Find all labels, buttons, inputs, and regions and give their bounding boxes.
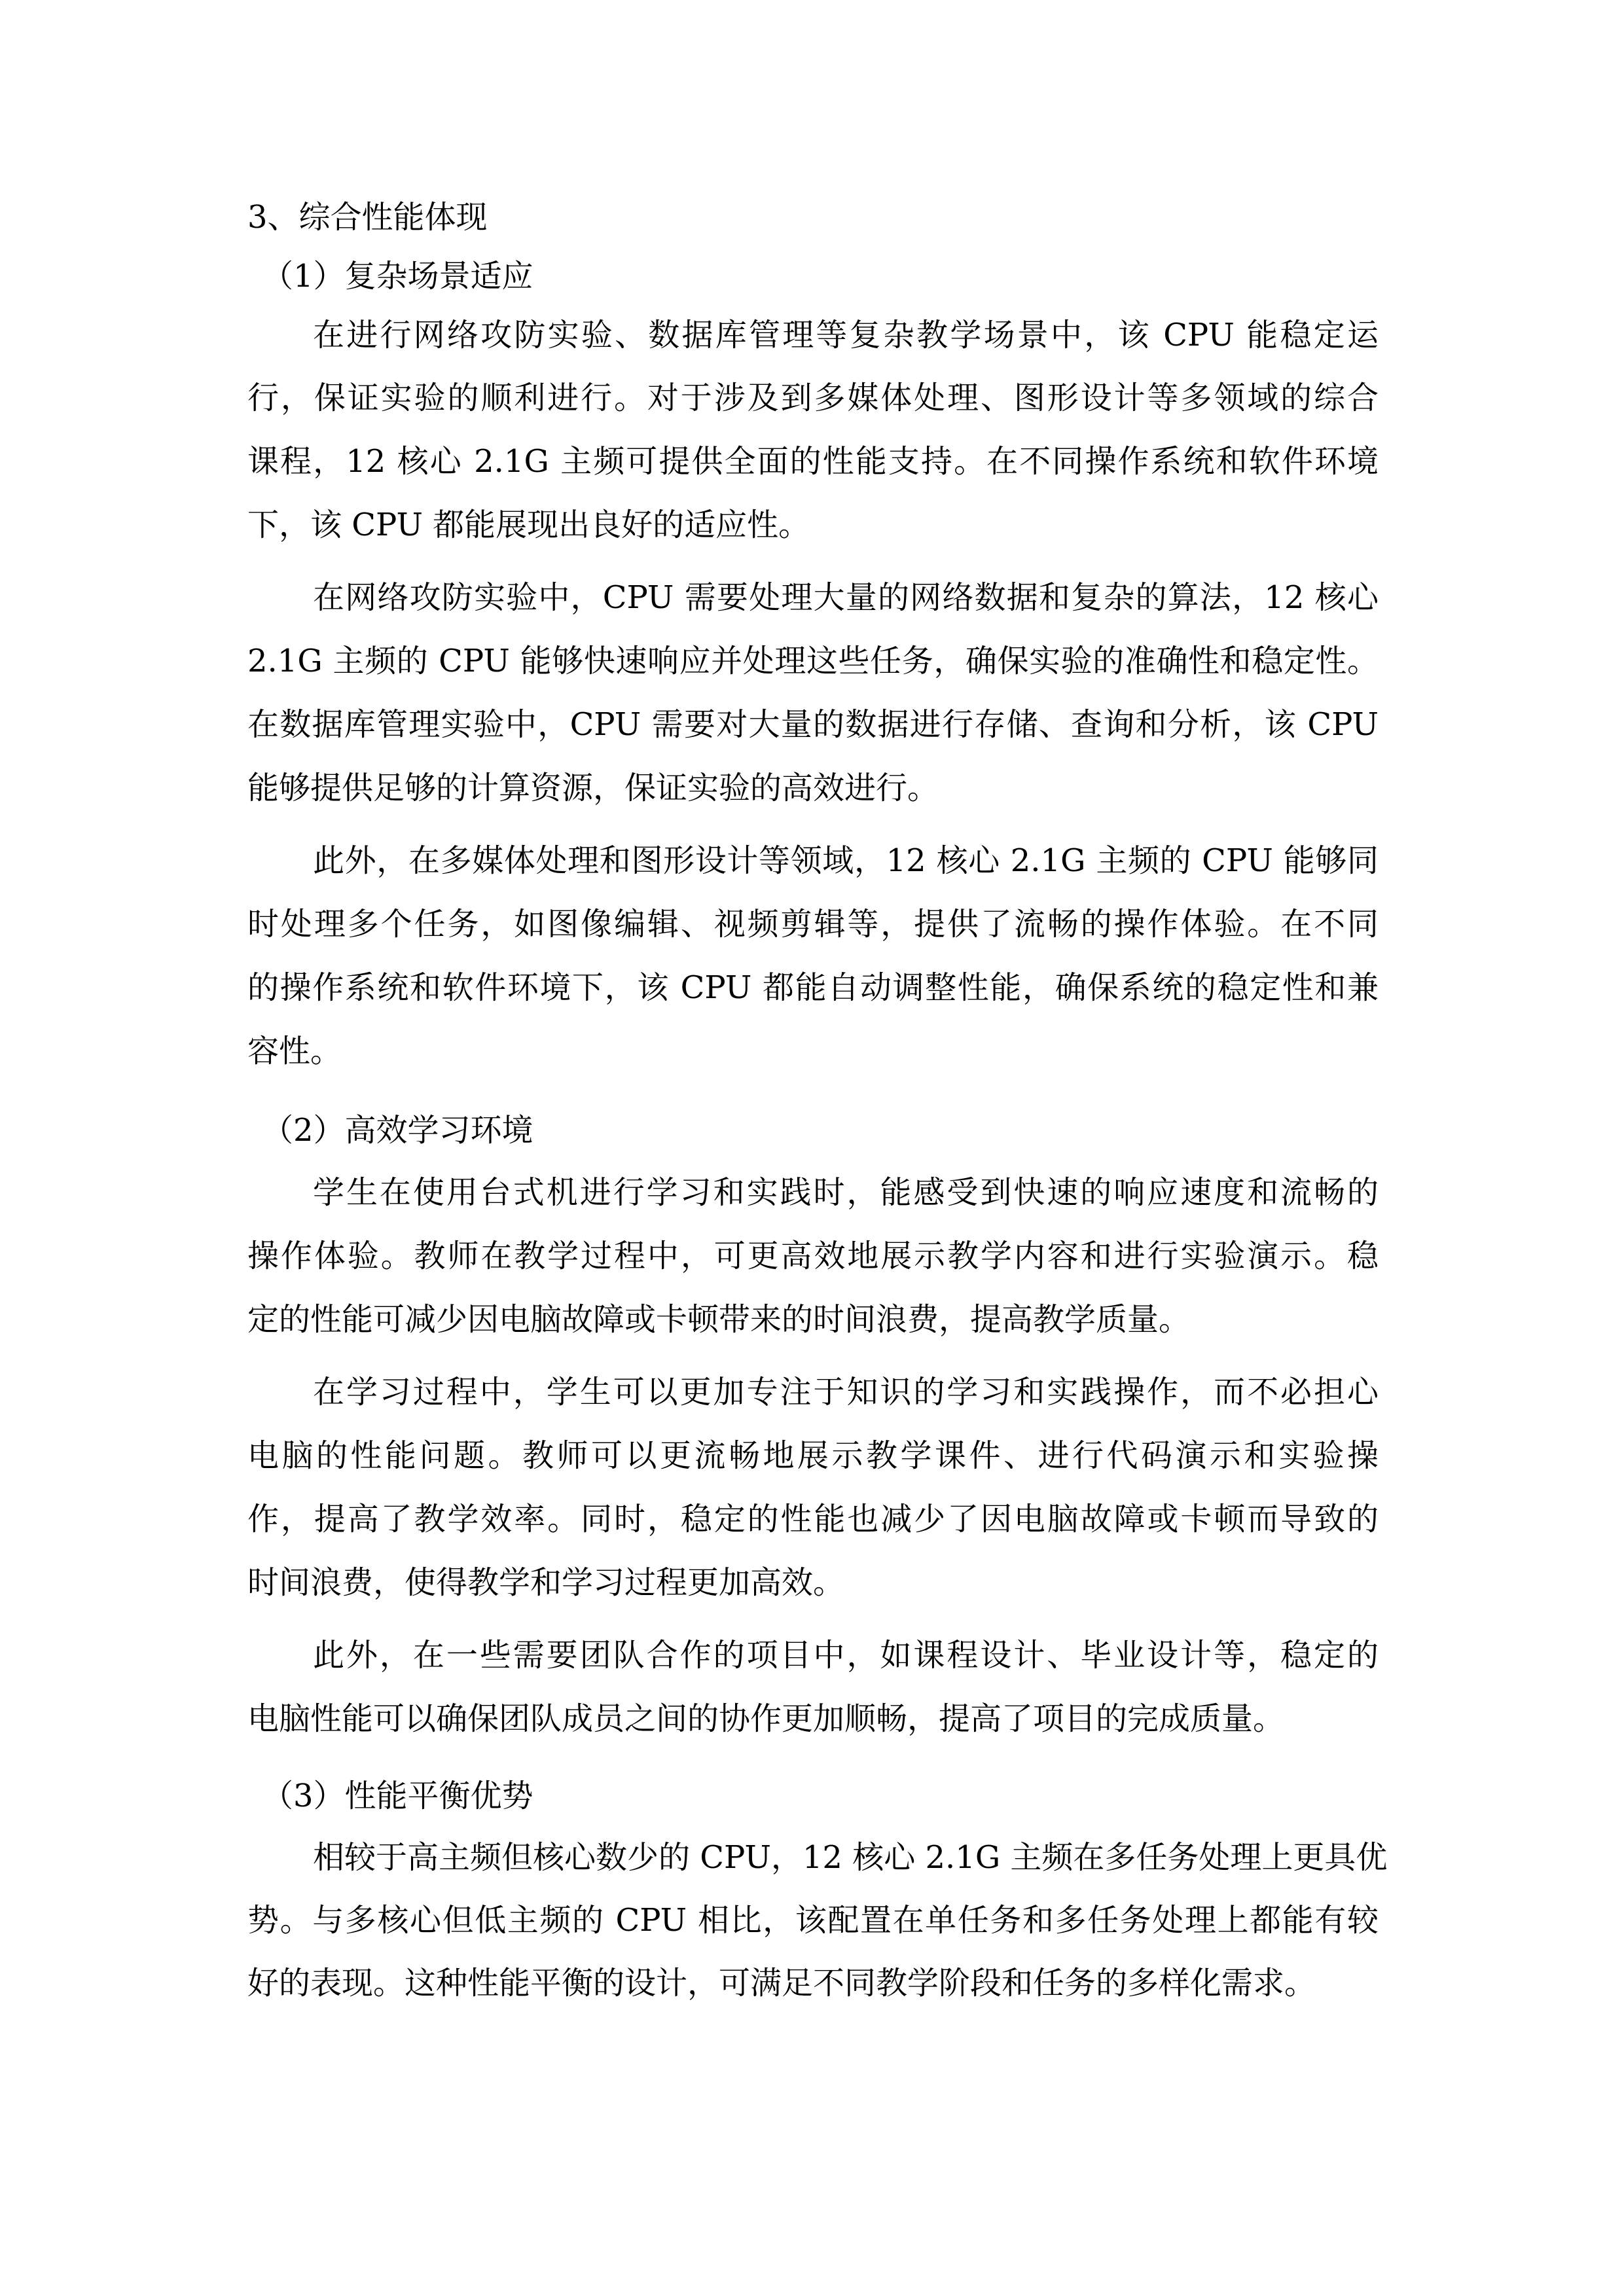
paragraph-line: 电脑性能可以确保团队成员之间的协作更加顺畅，提高了项目的完成质量。 — [247, 1700, 1285, 1737]
paragraph-line: 容性。 — [247, 1033, 342, 1069]
paragraph-line: 在学习过程中，学生可以更加专注于知识的学习和实践操作，而不必担心 — [313, 1374, 1379, 1410]
paragraph-line: 定的性能可减少因电脑故障或卡顿带来的时间浪费，提高教学质量。 — [247, 1301, 1191, 1338]
paragraph-line: 势。与多核心但低主频的 CPU 相比，该配置在单任务和多任务处理上都能有较 — [247, 1902, 1379, 1939]
paragraph-line: 在网络攻防实验中，CPU 需要处理大量的网络数据和复杂的算法，12 核心 — [313, 579, 1379, 616]
paragraph-line: 此外，在一些需要团队合作的项目中，如课程设计、毕业设计等，稳定的 — [313, 1637, 1379, 1674]
paragraph-line: 时间浪费，使得教学和学习过程更加高效。 — [247, 1564, 845, 1601]
paragraph-line: 在数据库管理实验中，CPU 需要对大量的数据进行存储、查询和分析，该 CPU — [247, 706, 1379, 743]
subsection-title-2: （2）高效学习环境 — [262, 1112, 533, 1149]
paragraph-line: 行，保证实验的顺利进行。对于涉及到多媒体处理、图形设计等多领域的综合 — [247, 380, 1379, 416]
paragraph-line: 操作体验。教师在教学过程中，可更高效地展示教学内容和进行实验演示。稳 — [247, 1238, 1379, 1274]
paragraph-line: 能够提供足够的计算资源，保证实验的高效进行。 — [247, 770, 939, 806]
paragraph-line: 好的表现。这种性能平衡的设计，可满足不同教学阶段和任务的多样化需求。 — [247, 1965, 1316, 2001]
paragraph-line: 课程，12 核心 2.1G 主频可提供全面的性能支持。在不同操作系统和软件环境 — [247, 443, 1379, 480]
paragraph-line: 的操作系统和软件环境下，该 CPU 都能自动调整性能，确保系统的稳定性和兼 — [247, 969, 1379, 1006]
paragraph-line: 时处理多个任务，如图像编辑、视频剪辑等，提供了流畅的操作体验。在不同 — [247, 906, 1379, 942]
subsection-title-3: （3）性能平衡优势 — [262, 1778, 533, 1814]
paragraph-line: 相较于高主频但核心数少的 CPU，12 核心 2.1G 主频在多任务处理上更具优 — [313, 1839, 1388, 1876]
paragraph-line: 在进行网络攻防实验、数据库管理等复杂教学场景中，该 CPU 能稳定运 — [313, 317, 1379, 353]
paragraph-line: 作，提高了教学效率。同时，稳定的性能也减少了因电脑故障或卡顿而导致的 — [247, 1501, 1379, 1537]
section-title: 3、综合性能体现 — [247, 199, 488, 236]
subsection-title-1: （1）复杂场景适应 — [262, 258, 533, 295]
paragraph-line: 学生在使用台式机进行学习和实践时，能感受到快速的响应速度和流畅的 — [313, 1174, 1379, 1211]
paragraph-line: 2.1G 主频的 CPU 能够快速响应并处理这些任务，确保实验的准确性和稳定性。 — [247, 643, 1379, 679]
paragraph-line: 下，该 CPU 都能展现出良好的适应性。 — [247, 507, 810, 543]
paragraph-line: 电脑的性能问题。教师可以更流畅地展示教学课件、进行代码演示和实验操 — [247, 1437, 1379, 1474]
paragraph-line: 此外，在多媒体处理和图形设计等领域，12 核心 2.1G 主频的 CPU 能够同 — [313, 842, 1379, 879]
